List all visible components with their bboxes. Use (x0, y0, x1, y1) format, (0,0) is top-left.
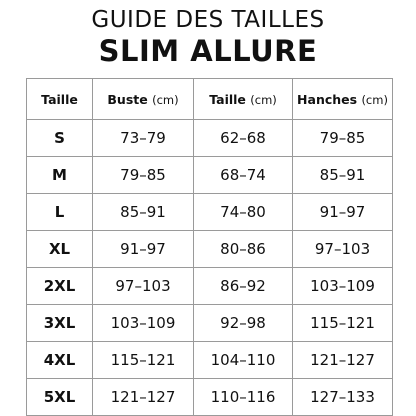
header-bust-label: Buste (107, 91, 148, 107)
size-cell: 3XL (27, 305, 93, 342)
waist-cell: 86–92 (194, 268, 293, 305)
size-cell: 5XL (27, 379, 93, 416)
page-title: GUIDE DES TAILLES (91, 7, 325, 33)
hips-cell: 91–97 (293, 194, 393, 231)
hips-cell: 79–85 (293, 120, 393, 157)
hips-cell: 121–127 (293, 342, 393, 379)
hips-cell: 97–103 (293, 231, 393, 268)
size-cell: 2XL (27, 268, 93, 305)
waist-cell: 74–80 (194, 194, 293, 231)
table-row (27, 231, 393, 268)
hips-cell: 85–91 (293, 157, 393, 194)
hips-cell: 103–109 (293, 268, 393, 305)
brand-name: SLIM ALLURE (98, 34, 318, 68)
hips-cell: 127–133 (293, 379, 393, 416)
size-cell: L (27, 194, 93, 231)
size-cell: S (27, 120, 93, 157)
table-row (27, 120, 393, 157)
waist-cell: 92–98 (194, 305, 293, 342)
hips-cell: 115–121 (293, 305, 393, 342)
size-cell: M (27, 157, 93, 194)
waist-cell: 110–116 (194, 379, 293, 416)
header-waist-label: Taille (209, 91, 246, 107)
header-size-label: Taille (41, 91, 78, 107)
waist-cell: 80–86 (194, 231, 293, 268)
waist-cell: 62–68 (194, 120, 293, 157)
table-row (27, 379, 393, 416)
size-cell: XL (27, 231, 93, 268)
table-row (27, 342, 393, 379)
bust-cell: 97–103 (93, 268, 194, 305)
bust-cell: 91–97 (93, 231, 194, 268)
header-hips-unit: (cm) (361, 92, 388, 107)
waist-cell: 104–110 (194, 342, 293, 379)
bust-cell: 103–109 (93, 305, 194, 342)
size-guide-table (26, 78, 393, 416)
header-waist (194, 79, 293, 120)
header-hips-label: Hanches (297, 91, 358, 107)
header-bust (93, 79, 194, 120)
bust-cell: 73–79 (93, 120, 194, 157)
table-row (27, 194, 393, 231)
bust-cell: 79–85 (93, 157, 194, 194)
bust-cell: 85–91 (93, 194, 194, 231)
header-bust-unit: (cm) (152, 92, 179, 107)
table-row (27, 157, 393, 194)
bust-cell: 121–127 (93, 379, 194, 416)
header-size (27, 79, 93, 120)
bust-cell: 115–121 (93, 342, 194, 379)
table-row (27, 305, 393, 342)
waist-cell: 68–74 (194, 157, 293, 194)
header-hips (293, 79, 393, 120)
header-waist-unit: (cm) (250, 92, 277, 107)
table-header-row (27, 79, 393, 120)
table-row (27, 268, 393, 305)
size-cell: 4XL (27, 342, 93, 379)
